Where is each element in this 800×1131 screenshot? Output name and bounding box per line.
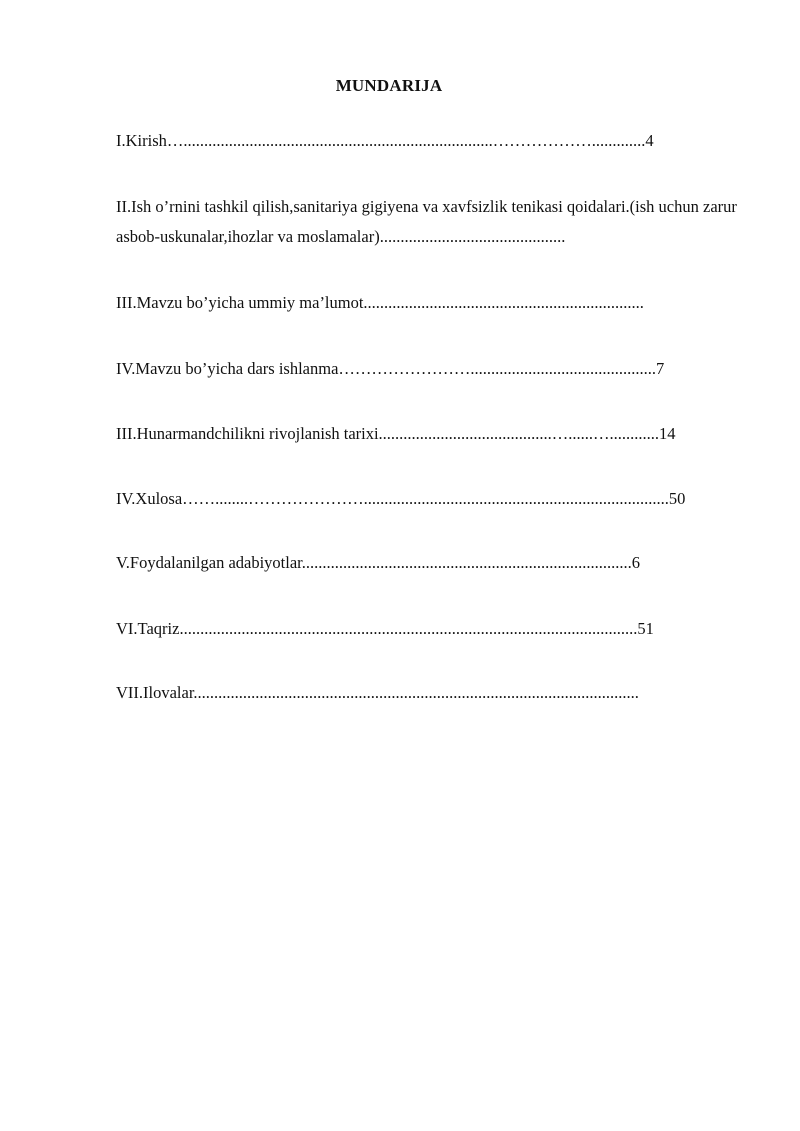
page-title: MUNDARIJA — [335, 76, 443, 95]
toc-entry-mavzu-malumot: III.Mavzu bo’yicha ummiy ma’lumot.................................................................... — [116, 293, 644, 312]
toc-entry-kirish: I.Kirish…...........................................................................……………….............4 — [116, 131, 654, 150]
toc-entry-xulosa: IV.Xulosa……........…………………..........................................................................50 — [116, 489, 686, 508]
toc-entry-taqriz: VI.Taqriz...............................................................................................................51 — [116, 619, 654, 638]
toc-entry-adabiyotlar: V.Foydalanilgan adabiyotlar................................................................................6 — [116, 553, 640, 572]
toc-entry-ilovalar: VII.Ilovalar............................................................................................................ — [116, 683, 639, 702]
toc-entry-hunarmandchilik-tarixi: III.Hunarmandchilikni rivojlanish tarixi..........................................…......…............14 — [116, 424, 676, 443]
toc-entry-ish-ornini-tashkil: II.Ish o’rnini tashkil qilish,sanitariya gigiyena va xavfsizlik tenikasi qoidalari.(ish uchun zarur asbob-uskunalar,ihozlar va moslamalar)............................................. — [116, 197, 737, 246]
toc-entry-dars-ishlanma: IV.Mavzu bo’yicha dars ishlanma…………………….............................................7 — [116, 359, 665, 378]
